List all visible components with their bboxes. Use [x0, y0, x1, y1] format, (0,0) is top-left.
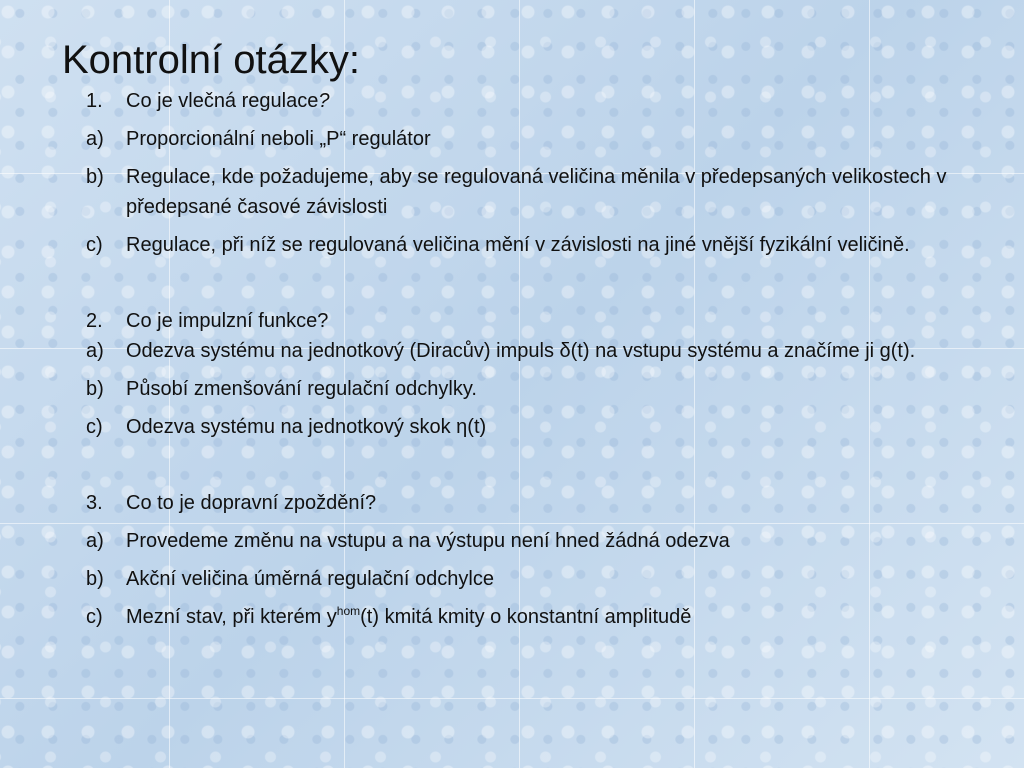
question-2 — [86, 306, 966, 336]
answer-text: Proporcionální neboli „P“ regulátor — [126, 128, 431, 150]
question-3 — [86, 488, 966, 518]
answer-1a — [86, 124, 966, 154]
answer-marker: b) — [86, 378, 104, 400]
answer-text: Regulace, při níž se regulovaná veličina mění v závislosti na jiné vnější fyzikální veličině. — [126, 234, 910, 256]
answer-text: Odezva systému na jednotkový skok η(t) — [126, 416, 487, 438]
answer-marker: c) — [86, 234, 103, 256]
question-text: Co to je dopravní zpoždění? — [126, 492, 377, 514]
answer-1b — [86, 162, 966, 222]
answer-text: Působí zmenšování regulační odchylky. — [126, 378, 477, 400]
answer-2c — [86, 412, 966, 442]
answer-text: Provedeme změnu na vstupu a na výstupu není hned žádná odezva — [126, 530, 730, 552]
answer-3a — [86, 526, 966, 556]
slide-title: Kontrolní otázky: — [62, 38, 360, 82]
answer-marker: a) — [86, 530, 104, 552]
answer-text: Regulace, kde požadujeme, aby se regulovaná veličina měnila v předepsaných velikostech v předepsané časové závislosti — [126, 166, 947, 218]
answer-2a — [86, 336, 966, 366]
question-1 — [86, 86, 966, 116]
answer-marker: c) — [86, 606, 103, 628]
question-text: Co je vlečná regulace? — [126, 90, 330, 112]
answer-3c — [86, 602, 966, 632]
question-list — [86, 86, 966, 632]
answer-marker: c) — [86, 416, 103, 438]
answer-marker: b) — [86, 568, 104, 590]
answer-text: Akční veličina úměrná regulační odchylce — [126, 568, 494, 590]
answer-2b — [86, 374, 966, 404]
answer-text: Odezva systému na jednotkový (Diracův) impuls δ(t) na vstupu systému a značíme ji g(t). — [126, 340, 916, 362]
answer-marker: b) — [86, 166, 104, 188]
question-number: 2. — [86, 310, 103, 332]
answer-marker: a) — [86, 340, 104, 362]
answer-text: Mezní stav, při kterém $y^{hom}(t)$ kmitá kmity o konstantní amplitudě — [126, 604, 692, 628]
superscript: hom — [336, 604, 361, 618]
answer-marker: a) — [86, 128, 104, 150]
answer-1c — [86, 230, 966, 260]
question-number: 1. — [86, 90, 103, 112]
question-number: 3. — [86, 492, 103, 514]
answer-3b — [86, 564, 966, 594]
question-text: Co je impulzní funkce? — [126, 310, 329, 332]
